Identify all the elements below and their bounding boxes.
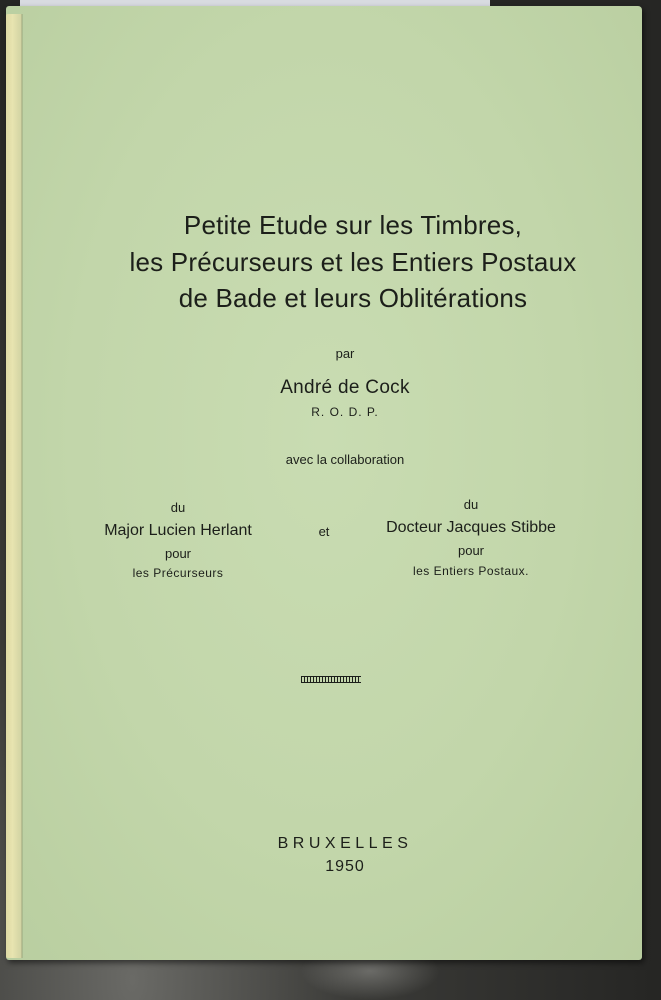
spine-edge — [21, 14, 23, 958]
publication-city: BRUXELLES — [277, 835, 413, 852]
author-name: André de Cock — [280, 377, 410, 398]
right-collaborator-name: Docteur Jacques Stibbe — [386, 519, 556, 536]
publication-year: 1950 — [325, 858, 365, 875]
left-collaborator-for: pour — [164, 546, 192, 561]
author-credential: R. O. D. P. — [311, 405, 379, 419]
title-line-2: les Précurseurs et les Entiers Postaux — [129, 246, 577, 277]
by-label: par — [335, 346, 355, 361]
right-collaborator-prefix: du — [463, 497, 479, 512]
title-line-1: Petite Etude sur les Timbres, — [183, 210, 523, 240]
left-collaborator-name: Major Lucien Herlant — [104, 522, 252, 539]
book-cover — [6, 6, 642, 960]
book-spine — [6, 14, 22, 958]
decorative-ornament — [301, 676, 361, 683]
title-line-3: de Bade et leurs Oblitérations — [178, 283, 528, 313]
book-title — [40, 207, 661, 317]
right-collaborator-for: pour — [457, 543, 485, 558]
left-collaborator-subject: les Précurseurs — [132, 566, 224, 580]
conjunction: et — [318, 524, 330, 539]
left-collaborator-prefix: du — [170, 500, 186, 515]
collaboration-label: avec la collaboration — [285, 452, 405, 467]
right-collaborator-subject: les Entiers Postaux. — [412, 564, 530, 578]
